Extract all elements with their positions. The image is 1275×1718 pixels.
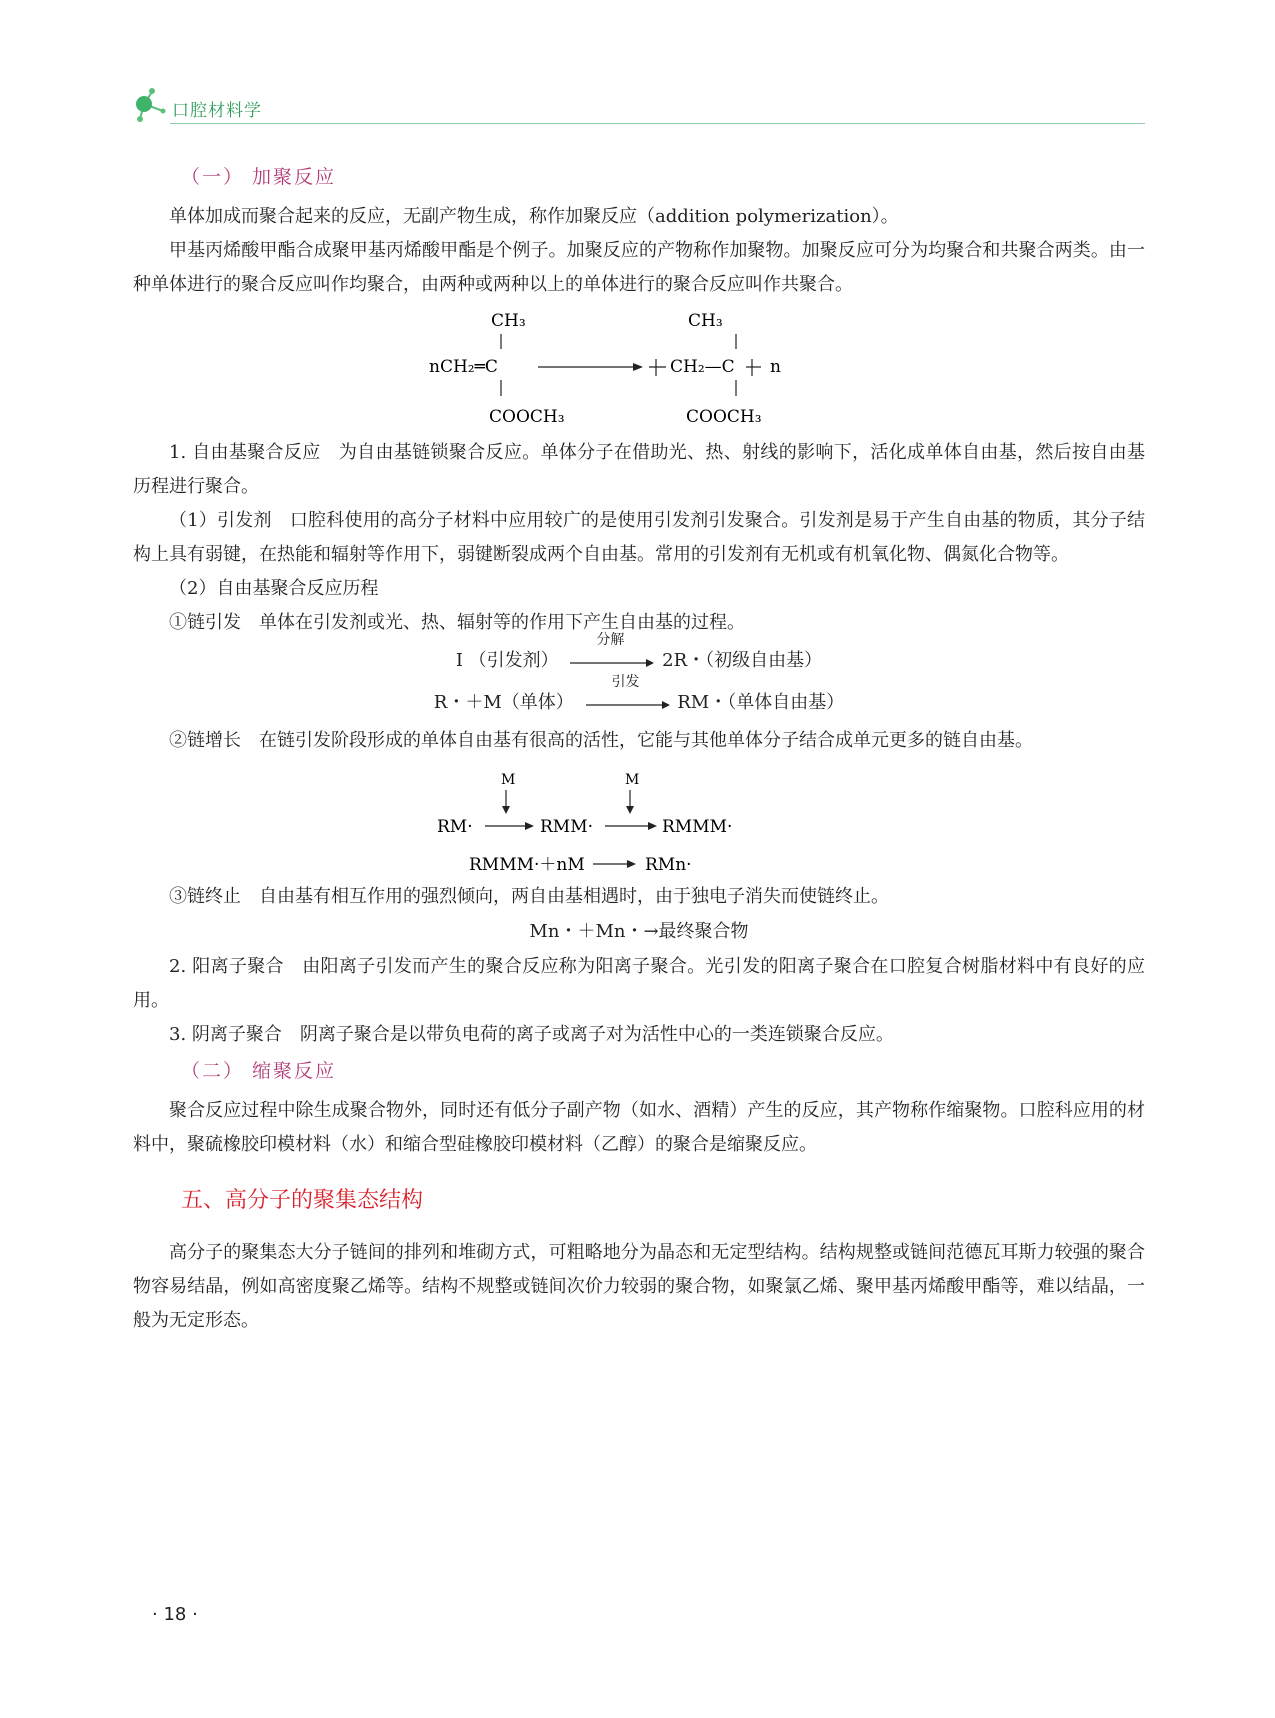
paragraph: 2. 阳离子聚合 由阳离子引发而产生的聚合反应称为阳离子聚合。光引发的阳离子聚合在口腔复合树脂材料中有良好的应用。 (133, 956, 1145, 1011)
page-header (130, 86, 1145, 126)
chain-growth-diagram (133, 770, 1145, 880)
arrow (580, 674, 672, 713)
rmm-label: RMM· (540, 817, 594, 837)
chain-growth-formula (133, 770, 1145, 880)
eq-left: I （引发剂） (455, 650, 559, 671)
paragraph: 高分子的聚集态大分子链间的排列和堆砌方式，可粗略地分为晶态和无定型结构。结构规整或链间范德瓦耳斯力较强的聚合物容易结晶，例如高密度聚乙烯等。结构不规整或链间次价力较弱的聚合物，如聚氯乙烯、聚甲基丙烯酸甲酯等，难以结晶，一般为无定形态。 (133, 1242, 1145, 1331)
paragraph: 3. 阴离子聚合 阴离子聚合是以带负电荷的离子或离子对为活性中心的一类连锁聚合反应。 (169, 1024, 894, 1045)
termination-equation: Mn・＋Mn・→最终聚合物 (529, 921, 749, 942)
right-arrow-icon (564, 659, 656, 667)
m-label-2: M (625, 772, 640, 788)
paragraph: （2）自由基聚合反应历程 (169, 578, 379, 599)
growth-line2-right: RMn· (645, 855, 692, 875)
paragraph: ③链终止 自由基有相互作用的强烈倾向，两自由基相遇时，由于独电子消失而使链终止。 (169, 886, 889, 907)
growth-line2-left: RMMM·＋nM (469, 855, 585, 875)
repeat-n-label: n (770, 357, 781, 377)
arrow (564, 632, 656, 671)
paragraph: ②链增长 在链引发阶段形成的单体自由基有很高的活性，它能与其他单体分子结合成单元更多的链自由基。 (169, 730, 1033, 751)
header-divider (170, 123, 1145, 124)
arrow-label: 分解 (596, 632, 625, 648)
ch3-label-right: CH₃ (688, 312, 723, 331)
eq-right: RM・（单体自由基） (677, 692, 845, 713)
right-arrow-icon (580, 701, 672, 709)
eq-left: R・＋M（单体） (433, 692, 574, 713)
paragraph: 聚合反应过程中除生成聚合物外，同时还有低分子副产物（如水、酒精）产生的反应，其产物称作缩聚物。口腔科应用的材料中，聚硫橡胶印模材料（水）和缩合型硅橡胶印模材料（乙醇）的聚合是缩聚反应。 (133, 1100, 1145, 1155)
rm-label: RM· (437, 817, 473, 837)
arrow-label: 引发 (611, 674, 640, 690)
ch3-label-left: CH₃ (491, 312, 526, 331)
cooch3-label-right: COOCH₃ (686, 407, 762, 427)
pmma-reaction-diagram (133, 312, 1145, 436)
m-label-1: M (501, 772, 516, 788)
cooch3-label-left: COOCH₃ (489, 407, 565, 427)
pmma-reaction-formula (133, 312, 1145, 436)
paragraph: 1. 自由基聚合反应 为自由基链锁聚合反应。单体分子在借助光、热、射线的影响下，活化成单体自由基，然后按自由基历程进行聚合。 (133, 442, 1145, 497)
section-title-aggregation-structure: 五、高分子的聚集态结构 (181, 1188, 424, 1213)
paragraph: ①链引发 单体在引发剂或光、热、辐射等的作用下产生自由基的过程。 (169, 612, 745, 633)
initiation-equation-2 (133, 674, 1145, 724)
paragraph: 单体加成而聚合起来的反应，无副产物生成，称作加聚反应（addition polymerization）。 (169, 206, 899, 227)
page-content (133, 160, 1145, 1338)
eq-right: 2R・（初级自由基） (662, 650, 823, 671)
molecule-logo-icon (130, 86, 170, 126)
polymer-chain-label: CH₂—C (670, 357, 735, 377)
rmmm-label: RMMM· (662, 817, 733, 837)
book-title: 口腔材料学 (172, 101, 262, 121)
monomer-label: nCH₂═C (429, 357, 498, 377)
subheading-condensation-polymerization: （二） 缩聚反应 (181, 1060, 337, 1082)
subheading-addition-polymerization: （一） 加聚反应 (181, 166, 337, 188)
paragraph: （1）引发剂 口腔科使用的高分子材料中应用较广的是使用引发剂引发聚合。引发剂是易于产生自由基的物质，其分子结构上具有弱键，在热能和辐射等作用下，弱键断裂成两个自由基。常用的引发剂有无机或有机氧化物、偶氮化合物等。 (133, 510, 1145, 565)
page-number: · 18 · (152, 1604, 198, 1625)
paragraph: 甲基丙烯酸甲酯合成聚甲基丙烯酸甲酯是个例子。加聚反应的产物称作加聚物。加聚反应可分为均聚合和共聚合两类。由一种单体进行的聚合反应叫作均聚合，由两种或两种以上的单体进行的聚合反应叫作共聚合。 (133, 240, 1145, 295)
